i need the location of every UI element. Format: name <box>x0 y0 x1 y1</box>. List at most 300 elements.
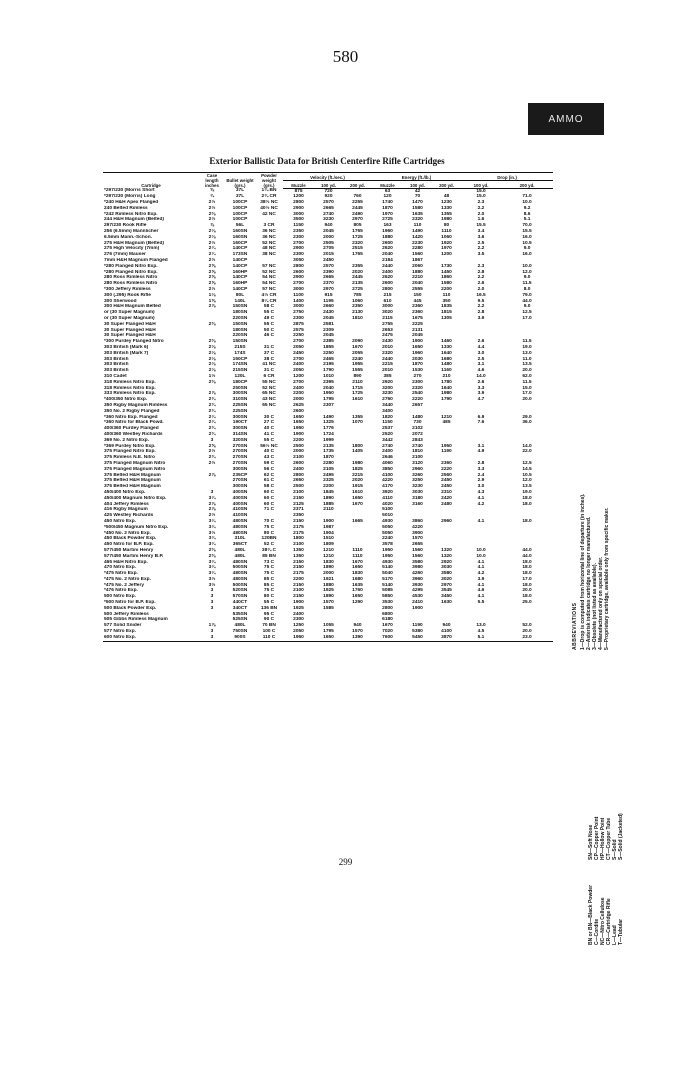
cell-drop-200: 10.0 <box>522 200 532 206</box>
cell-cartridge: *369 Purdey Nitro Exp. <box>104 443 156 449</box>
abbreviation-line: BN or BN—Black Powder <box>588 884 594 945</box>
abbreviation-line: 2—Asterisk indicates cartridge no longer manufactured. <box>586 516 592 650</box>
cell-energy-200: 3580 <box>441 571 452 577</box>
cell-bullet-weight: 150CP <box>232 356 248 362</box>
cell-bullet-weight: 173SN <box>232 252 248 258</box>
cell-vel-muzzle: 3500 <box>293 217 304 223</box>
cell-drop-100: 5.5 <box>477 600 485 606</box>
cell-energy-muzzle: 3400 <box>382 408 393 414</box>
cell-drop-200: 44.0 <box>522 547 532 553</box>
cell-bullet-weight: 190CT <box>232 420 248 426</box>
cell-vel-200: 2445 <box>352 205 363 211</box>
cell-vel-muzzle: 2000 <box>293 449 304 455</box>
cell-energy-muzzle: 2520 <box>382 431 393 437</box>
cell-powder-weight: 58 C <box>263 304 275 310</box>
cell-vel-200: 1390 <box>343 635 372 641</box>
cell-energy-muzzle: 2400 <box>382 449 393 455</box>
header-drop-100: 100 yd. <box>461 180 501 188</box>
cell-vel-100: 1999 <box>323 437 334 443</box>
cell-vel-200: 1650 <box>352 565 363 571</box>
cell-vel-muzzle: 2100 <box>293 542 304 548</box>
cell-bullet-weight: 215SN <box>232 368 248 374</box>
abbreviations-notes <box>580 494 610 650</box>
cell-bullet-weight: 100CP <box>232 200 248 206</box>
cell-energy-200: 1980 <box>441 217 452 223</box>
cell-energy-100: 3960 <box>412 576 423 582</box>
cell-vel-100: 2385 <box>323 339 334 345</box>
cell-energy-100: 2360 <box>412 310 423 316</box>
cell-cartridge: 500 Nitro Exp. <box>104 594 136 600</box>
cell-energy-muzzle: 2646 <box>382 455 393 461</box>
cell-energy-muzzle: 1870 <box>382 205 393 211</box>
cell-drop-100: 2.4 <box>477 472 485 478</box>
cell-vel-100: 2395 <box>323 379 334 385</box>
cell-cartridge: 350 Rigby Magnum Rimless <box>104 402 168 408</box>
cell-drop-100: 4.1 <box>477 565 485 571</box>
cell-vel-100: 2581 <box>323 321 334 327</box>
cell-vel-muzzle: 2300 <box>293 252 304 258</box>
cell-bullet-weight: 56L <box>235 223 245 229</box>
cell-vel-muzzle: 1350 <box>293 547 304 553</box>
cell-drop-100: 2.8 <box>477 310 485 316</box>
cell-cartridge: 318 Rimless Nitro Exp. <box>104 379 156 385</box>
cell-vel-200: 1555 <box>352 368 363 374</box>
cell-energy-200: 1780 <box>441 379 452 385</box>
cell-energy-200: 1305 <box>441 316 452 322</box>
cell-energy-100: 2740 <box>412 443 423 449</box>
cell-cartridge: 303 British (Mark 7) <box>104 350 149 356</box>
cell-bullet-weight: 270SN <box>232 443 248 449</box>
cell-vel-100: 1010 <box>323 374 334 379</box>
cell-drop-200: 44.0 <box>522 553 532 559</box>
cell-drop-100: 4.3 <box>477 489 485 495</box>
cell-bullet-weight: 300SN <box>232 484 248 490</box>
cell-vel-200: 1670 <box>352 559 363 565</box>
cell-bullet-weight: 140CP <box>232 275 248 281</box>
cell-energy-100: 1490 <box>412 229 423 235</box>
cell-vel-muzzle: 2700 <box>293 339 304 345</box>
cell-energy-muzzle: 63 <box>384 188 391 194</box>
cell-energy-100: 3120 <box>412 460 423 466</box>
cell-energy-100: 2843 <box>412 437 423 443</box>
cell-energy-100: 1560 <box>412 252 423 258</box>
cell-bullet-weight: 140CP <box>232 263 248 269</box>
cell-powder-weight: 57 NC <box>262 287 276 293</box>
cell-vel-100: 3230 <box>323 217 334 223</box>
cell-vel-100: 1795 <box>323 629 334 635</box>
cell-case-length: 2⅛ <box>208 368 216 374</box>
cell-energy-muzzle: 4060 <box>382 460 393 466</box>
cell-energy-100: 270 <box>413 374 422 379</box>
cell-energy-muzzle: 3230 <box>382 391 393 397</box>
cell-case-length: 2½ <box>208 287 216 293</box>
cell-drop-100: 4.9 <box>477 449 485 455</box>
cell-drop-100: 2.3 <box>477 263 485 269</box>
cell-bullet-weight: 410SN <box>232 513 248 519</box>
cell-bullet-weight: 340CT <box>232 605 248 611</box>
cell-energy-muzzle: 1950 <box>382 547 393 553</box>
page-number-top: 580 <box>332 47 359 66</box>
cell-bullet-weight: 100CP <box>232 211 248 217</box>
cell-drop-200: 9.2 <box>523 205 531 211</box>
cell-cartridge: *240 H&H Apex Flanged <box>104 200 159 206</box>
cell-cartridge: 450 Nitro for B.P. Exp. <box>104 542 154 548</box>
header-cartridge: Cartridge <box>103 173 199 189</box>
cell-drop-200: 9.0 <box>523 275 531 281</box>
cell-vel-muzzle: 3050 <box>293 258 304 264</box>
cell-energy-100: 2555 <box>412 287 423 293</box>
cell-vel-100: 1809 <box>323 542 334 548</box>
cell-case-length: 3 <box>199 635 225 641</box>
cell-cartridge: 6.5mm Mann.-Schon. <box>104 234 152 240</box>
cell-powder-weight: 75 C <box>263 588 275 594</box>
cell-energy-muzzle: 4170 <box>382 484 393 490</box>
cell-energy-200: 2450 <box>441 478 452 484</box>
cell-energy-200: 1970 <box>441 246 452 252</box>
cell-vel-200: 1825 <box>352 466 363 472</box>
cell-vel-muzzle: 2500 <box>293 443 304 449</box>
cell-vel-200: 805 <box>353 223 362 229</box>
cell-bullet-weight: 180SN <box>232 310 248 316</box>
cell-energy-muzzle: 385 <box>383 374 392 379</box>
cell-drop-100: 7.6 <box>477 420 485 426</box>
cell-energy-muzzle: 5040 <box>382 571 393 577</box>
cell-powder-weight: 60 C <box>263 489 275 495</box>
cell-energy-200: 2220 <box>441 466 452 472</box>
cell-vel-200: 1610 <box>352 489 363 495</box>
cell-energy-100: 3160 <box>412 501 423 507</box>
cell-powder-weight: 75 C <box>263 571 275 577</box>
cell-energy-100: 2072 <box>412 431 423 437</box>
cell-cartridge: 505 Gibbs Rimless Magnum <box>104 617 168 623</box>
cell-vel-200: 1830 <box>352 571 363 577</box>
cell-vel-100: 1870 <box>323 455 334 461</box>
cell-energy-muzzle: 2620 <box>382 275 393 281</box>
cell-vel-muzzle: 2125 <box>293 501 304 507</box>
cell-vel-100: 1890 <box>323 495 334 501</box>
cell-vel-100: 2495 <box>323 472 334 478</box>
cell-case-length: 2⅝ <box>208 443 216 449</box>
cell-vel-100: 940 <box>324 223 333 229</box>
cell-bullet-weight: 320SN <box>232 437 248 443</box>
cell-case-length: 2¾ <box>208 397 216 403</box>
cell-case-length: 3 <box>210 594 214 600</box>
cell-bullet-weight: 225SN <box>232 402 248 408</box>
cell-cartridge: 300 H&H Magnum Belted <box>104 304 161 310</box>
cell-vel-muzzle: 2900 <box>293 246 304 252</box>
abbreviation-line: S—Solid <box>612 839 618 860</box>
cell-energy-200: 1060 <box>441 234 452 240</box>
cell-case-length: 2⅛ <box>208 350 216 356</box>
cell-drop-200: 23.0 <box>501 635 553 641</box>
cell-powder-weight: 80 C <box>263 594 275 600</box>
cell-energy-muzzle: 1880 <box>382 234 393 240</box>
cell-energy-200: 3545 <box>441 588 452 594</box>
cell-energy-200: 2480 <box>441 501 452 507</box>
cell-energy-100: 1870 <box>412 362 423 368</box>
cell-drop-100: 4.4 <box>477 345 485 351</box>
cell-vel-muzzle: 2100 <box>293 588 304 594</box>
cell-cartridge: 375 Flanged Magnum Nitro <box>104 466 166 472</box>
page-number-bottom: 299 <box>338 857 353 867</box>
cell-cartridge: 280 Ross Rimless Nitro <box>104 281 158 287</box>
cell-powder-weight: 40 C <box>263 449 275 455</box>
cell-vel-muzzle: 2371 <box>293 507 304 513</box>
cell-energy-100: 3980 <box>412 565 423 571</box>
cell-cartridge: 300 Sherwood <box>104 298 137 304</box>
cell-vel-100: 920 <box>324 194 333 200</box>
cell-powder-weight: 8¼ CR <box>261 298 277 304</box>
cell-drop-100: 16.5 <box>476 292 486 298</box>
cell-vel-200: 1915 <box>352 484 363 490</box>
cell-energy-200: 1190 <box>441 449 452 455</box>
cell-vel-100: 1195 <box>323 298 334 304</box>
cell-energy-muzzle: 3578 <box>382 542 393 548</box>
cell-case-length: 2¼ <box>208 246 216 252</box>
cell-drop-100: 2.2 <box>477 275 485 281</box>
cell-vel-200: 2020 <box>352 269 363 275</box>
cell-drop-200: 79.0 <box>522 292 532 298</box>
cell-case-length: 3 <box>210 605 214 611</box>
cell-vel-muzzle: 2500 <box>293 484 304 490</box>
cell-energy-100: 2210 <box>412 275 423 281</box>
cell-energy-muzzle: 3530 <box>382 600 393 606</box>
cell-case-length: 3 <box>210 489 214 495</box>
cell-drop-200: 11.5 <box>522 379 532 385</box>
cell-bullet-weight: 500SN <box>232 565 248 571</box>
cell-case-length: 2⅞ <box>208 304 216 310</box>
cell-powder-weight: 4½ CR <box>261 292 277 298</box>
cell-drop-200: 10.0 <box>522 263 532 269</box>
cell-vel-100: 1510 <box>323 536 334 542</box>
cell-powder-weight: 52 NC <box>262 240 276 246</box>
cell-vel-muzzle: 2200 <box>293 391 304 397</box>
cell-powder-weight: 60 C <box>263 501 275 507</box>
cell-vel-200: 1355 <box>352 414 363 420</box>
cell-vel-muzzle: 2150 <box>293 565 304 571</box>
cell-energy-muzzle: 2755 <box>382 321 393 327</box>
cell-energy-muzzle: 6180 <box>382 617 393 623</box>
cell-energy-200: 2960 <box>441 518 452 524</box>
cell-drop-100: 2.5 <box>477 240 485 246</box>
cell-powder-weight: 30 C <box>263 414 275 420</box>
cell-vel-200: 1060 <box>352 298 363 304</box>
cell-bullet-weight: 150SN <box>232 304 248 310</box>
cell-cartridge: 577/450 Martini Henry B.P. <box>104 553 164 559</box>
cell-cartridge: 450/400 Nitro Exp. <box>104 489 146 495</box>
cell-drop-200: 11.5 <box>522 339 532 345</box>
cell-case-length: ¾ <box>209 194 214 200</box>
cell-energy-100: 4530 <box>412 594 423 600</box>
cell-drop-100: 14.0 <box>476 374 486 379</box>
cell-cartridge: 275 High Velocity (7mm) <box>104 246 160 252</box>
cell-vel-muzzle: 2150 <box>293 559 304 565</box>
cell-cartridge: 500 Jeffery Rimless <box>104 611 149 617</box>
cell-case-length: 3 <box>210 588 214 594</box>
cell-vel-200: 2970 <box>352 217 363 223</box>
cell-bullet-weight: 400SN <box>232 495 248 501</box>
cell-vel-100: 1925 <box>323 588 334 594</box>
cell-vel-100: 1830 <box>323 559 334 565</box>
cell-drop-200: 18.0 <box>522 582 532 588</box>
cell-bullet-weight: 220SN <box>232 333 248 339</box>
cell-drop-100: 2.2 <box>477 205 485 211</box>
cell-bullet-weight: 174SN <box>232 362 248 368</box>
cell-bullet-weight: 180SN <box>232 327 248 333</box>
header-case-length: Case length inches <box>199 173 225 189</box>
cell-energy-100: 4260 <box>412 571 423 577</box>
cell-drop-100: 4.5 <box>477 629 485 635</box>
cell-vel-100: 2390 <box>323 269 334 275</box>
cell-energy-muzzle: 5140 <box>382 565 393 571</box>
cell-drop-200: 44.0 <box>522 298 532 304</box>
cell-drop-100: 4.1 <box>477 594 485 600</box>
cell-drop-200: 25.0 <box>522 600 532 606</box>
cell-drop-100: 15.0 <box>476 194 486 200</box>
cell-powder-weight: 70 BN <box>262 623 276 629</box>
cell-vel-200: 1405 <box>352 449 363 455</box>
cell-cartridge: 30 Super Flanged H&H <box>104 327 156 333</box>
cell-drop-200: 62.0 <box>522 374 532 379</box>
cell-energy-100: 3180 <box>412 495 423 501</box>
cell-vel-200: 1715 <box>352 385 363 391</box>
cell-energy-muzzle: 5850 <box>382 594 393 600</box>
cell-energy-muzzle: 2440 <box>382 356 393 362</box>
cell-energy-muzzle: 3442 <box>382 437 393 443</box>
cell-case-length: 3½ <box>208 576 216 582</box>
cell-vel-muzzle: 2575 <box>293 327 304 333</box>
cell-drop-100: 4.1 <box>477 518 485 524</box>
cell-case-length: 2¾ <box>208 426 216 432</box>
cell-drop-200: 10.5 <box>522 472 532 478</box>
cell-vel-200: 1070 <box>352 420 363 426</box>
cell-case-length: 2½ <box>208 240 216 246</box>
cell-energy-200: 80 <box>443 223 450 229</box>
cell-drop-200: 9.0 <box>523 304 531 310</box>
cell-vel-muzzle: 1800 <box>293 536 304 542</box>
cell-drop-200: 17.0 <box>522 576 532 582</box>
section-tab: AMMO <box>528 103 604 135</box>
cell-vel-100: 2325 <box>323 478 334 484</box>
cell-energy-100: 2220 <box>412 397 423 403</box>
cell-case-length: 2¾ <box>208 455 216 461</box>
cell-energy-200: 1320 <box>441 553 452 559</box>
cell-cartridge: *280 Flanged Nitro Exp. <box>104 263 158 269</box>
cell-bullet-weight: 520SN <box>232 588 248 594</box>
cell-cartridge: 470 Nitro Exp. <box>104 565 136 571</box>
cell-energy-100: 2100 <box>412 455 423 461</box>
cell-energy-muzzle: 3000 <box>382 304 393 310</box>
cell-cartridge: 375 Belted H&H Magnum <box>104 472 161 478</box>
cell-powder-weight: 27 C <box>263 420 275 426</box>
cell-energy-100: 2300 <box>412 379 423 385</box>
cell-cartridge: *400/350 Nitro Exp. <box>104 397 148 403</box>
cell-case-length: 2⅞ <box>208 507 216 513</box>
cell-energy-100: 70 <box>414 194 421 200</box>
cell-powder-weight: 90 C <box>263 617 275 623</box>
cell-drop-200: 17.0 <box>522 316 532 322</box>
cell-powder-weight: 43 NC <box>262 397 276 403</box>
table-body <box>103 188 553 641</box>
cell-bullet-weight: 480L <box>234 553 246 559</box>
cell-case-length: 2⅛ <box>208 234 216 240</box>
ballistics-table <box>103 172 553 642</box>
cell-cartridge: 240 Belted Rimless <box>104 205 148 211</box>
cell-energy-100: 2655 <box>412 542 423 548</box>
cell-energy-100: 2045 <box>412 333 423 339</box>
cell-energy-muzzle: 3920 <box>382 489 393 495</box>
cell-energy-muzzle: 1820 <box>382 414 393 420</box>
cell-powder-weight: 70 C <box>263 518 275 524</box>
cell-vel-100: 2045 <box>323 333 334 339</box>
cell-energy-muzzle: 5100 <box>382 507 393 513</box>
cell-bullet-weight: 270SN <box>232 449 248 455</box>
cell-drop-100: 3.3 <box>477 466 485 472</box>
cell-vel-100: 915 <box>324 292 333 298</box>
cell-case-length: 2⅝ <box>208 263 216 269</box>
cell-vel-muzzle: 2150 <box>293 582 304 588</box>
cell-drop-100: 2.2 <box>477 304 485 310</box>
cell-energy-200: 1815 <box>441 310 452 316</box>
cell-vel-100: 1795 <box>323 397 334 403</box>
cell-energy-muzzle: 5050 <box>382 530 393 536</box>
cell-energy-100: 1470 <box>412 200 423 206</box>
cell-vel-100: 2740 <box>323 211 334 217</box>
cell-bullet-weight: 480SN <box>232 524 248 530</box>
cell-drop-200: 22.0 <box>522 449 532 455</box>
cell-powder-weight: 38¾ C <box>261 547 277 553</box>
cell-energy-muzzle: 2800 <box>382 287 393 293</box>
cell-vel-muzzle: 3000 <box>293 287 304 293</box>
cell-energy-muzzle: 3440 <box>382 402 393 408</box>
cell-energy-200: 1480 <box>441 362 452 368</box>
cell-energy-200: 1320 <box>441 547 452 553</box>
cell-bullet-weight: 270SN <box>232 478 248 484</box>
cell-energy-muzzle: 2240 <box>382 536 393 542</box>
cell-powder-weight: 49 C <box>263 316 275 322</box>
cell-vel-muzzle: 1650 <box>293 420 304 426</box>
cell-powder-weight: 50 C <box>263 327 275 333</box>
cell-energy-100: 2657 <box>412 402 423 408</box>
cell-energy-200: 3030 <box>441 565 452 571</box>
cell-vel-100: 2665 <box>323 205 334 211</box>
cell-energy-100: 1420 <box>412 234 423 240</box>
cell-bullet-weight: 140CP <box>232 246 248 252</box>
cell-energy-100: 3230 <box>412 484 423 490</box>
cell-powder-weight: 40 C <box>263 426 275 432</box>
cell-energy-muzzle: 2740 <box>382 443 393 449</box>
cell-cartridge: 303 British <box>104 362 129 368</box>
cell-vel-100: 2135 <box>323 443 334 449</box>
cell-vel-muzzle: 2800 <box>293 263 304 269</box>
cell-drop-200: 8.0 <box>523 287 531 293</box>
cell-energy-100: 3860 <box>412 518 423 524</box>
cell-energy-200: 3870 <box>432 635 461 641</box>
cell-cartridge: 577 Solid Snider <box>104 623 142 629</box>
cell-energy-100: 3030 <box>412 489 423 495</box>
cell-vel-200: 1670 <box>352 345 363 351</box>
cell-vel-200: 1800 <box>352 443 363 449</box>
cell-cartridge: 318 Rimless Nitro Exp. <box>104 385 156 391</box>
cell-vel-200: 1725 <box>352 391 363 397</box>
cell-vel-100: 1904 <box>323 530 334 536</box>
cell-vel-200: 2020 <box>352 478 363 484</box>
cell-powder-weight: 31 C <box>263 368 275 374</box>
cell-vel-100: 2040 <box>323 385 334 391</box>
cell-vel-100: 1845 <box>323 489 334 495</box>
cell-energy-200: 2450 <box>441 484 452 490</box>
cell-case-length: 2¼ <box>208 252 216 258</box>
